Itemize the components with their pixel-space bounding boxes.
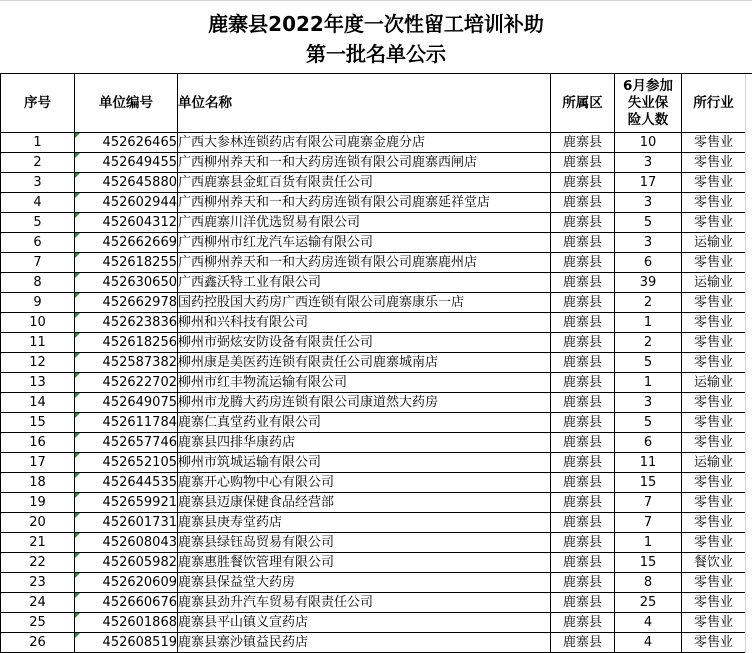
- cell-insured-count[interactable]: 11: [615, 453, 682, 473]
- cell-district[interactable]: 鹿寨县: [551, 353, 615, 373]
- table-row: [1, 393, 746, 413]
- cell-seq[interactable]: 20: [1, 513, 75, 533]
- cell-district[interactable]: 鹿寨县: [551, 313, 615, 333]
- table-row: [1, 273, 746, 293]
- cell-unit-name[interactable]: 国药控股国大药房广西连锁有限公司鹿寨康乐一店: [178, 293, 551, 313]
- cell-insured-count[interactable]: 25: [615, 593, 682, 613]
- cell-industry[interactable]: 零售业: [682, 293, 746, 313]
- cell-insured-count[interactable]: 2: [615, 293, 682, 313]
- cell-district[interactable]: 鹿寨县: [551, 333, 615, 353]
- cell-industry[interactable]: 零售业: [682, 133, 746, 153]
- cell-district[interactable]: 鹿寨县: [551, 133, 615, 153]
- cell-insured-count[interactable]: 7: [615, 513, 682, 533]
- cell-unit-name[interactable]: 广西鑫沃特工业有限公司: [178, 273, 551, 293]
- cell-seq[interactable]: 1: [1, 133, 75, 153]
- cell-industry[interactable]: 运输业: [682, 373, 746, 393]
- sheet-edge: [745, 74, 754, 653]
- cell-industry[interactable]: 零售业: [682, 193, 746, 213]
- cell-seq[interactable]: 19: [1, 493, 75, 513]
- cell-industry[interactable]: 零售业: [682, 593, 746, 613]
- table-row: [1, 213, 746, 233]
- cell-seq[interactable]: 10: [1, 313, 75, 333]
- cell-unit-code[interactable]: 452644535: [75, 473, 178, 493]
- cell-insured-count[interactable]: 8: [615, 573, 682, 593]
- cell-unit-code[interactable]: 452630650: [75, 273, 178, 293]
- cell-insured-count[interactable]: 3: [615, 393, 682, 413]
- cell-industry[interactable]: 零售业: [682, 153, 746, 173]
- table-row: [1, 233, 746, 253]
- cell-insured-count[interactable]: 5: [615, 353, 682, 373]
- cell-seq[interactable]: 9: [1, 293, 75, 313]
- cell-industry[interactable]: 零售业: [682, 633, 746, 653]
- cell-insured-count[interactable]: 1: [615, 373, 682, 393]
- cell-seq[interactable]: 23: [1, 573, 75, 593]
- table-row: [1, 173, 746, 193]
- cell-industry[interactable]: 零售业: [682, 493, 746, 513]
- cell-unit-name[interactable]: 柳州市弼炫安防设备有限责任公司: [178, 333, 551, 353]
- cell-seq[interactable]: 8: [1, 273, 75, 293]
- cell-district[interactable]: 鹿寨县: [551, 553, 615, 573]
- cell-unit-code[interactable]: 452649075: [75, 393, 178, 413]
- cell-industry[interactable]: 零售业: [682, 353, 746, 373]
- cell-insured-count[interactable]: 15: [615, 473, 682, 493]
- cell-unit-code[interactable]: 452608043: [75, 533, 178, 553]
- cell-industry[interactable]: 零售业: [682, 533, 746, 553]
- cell-district[interactable]: 鹿寨县: [551, 453, 615, 473]
- cell-unit-name[interactable]: 鹿寨县平山镇义宣药店: [178, 613, 551, 633]
- table-body: [1, 133, 746, 653]
- cell-unit-code[interactable]: 452587382: [75, 353, 178, 373]
- cell-unit-name[interactable]: 鹿寨县迈康保健食品经营部: [178, 493, 551, 513]
- cell-industry[interactable]: 零售业: [682, 213, 746, 233]
- cell-unit-code[interactable]: 452649455: [75, 153, 178, 173]
- cell-unit-name[interactable]: 广西柳州养天和一和大药房连锁有限公司鹿寨延祥堂店: [178, 193, 551, 213]
- cell-industry[interactable]: 零售业: [682, 473, 746, 493]
- cell-industry[interactable]: 运输业: [682, 453, 746, 473]
- cell-district[interactable]: 鹿寨县: [551, 173, 615, 193]
- cell-district[interactable]: 鹿寨县: [551, 193, 615, 213]
- cell-insured-count[interactable]: 3: [615, 193, 682, 213]
- cell-district[interactable]: 鹿寨县: [551, 493, 615, 513]
- cell-unit-code[interactable]: 452608519: [75, 633, 178, 653]
- cell-unit-code[interactable]: 452659921: [75, 493, 178, 513]
- cell-unit-name[interactable]: 柳州市筑城运输有限公司: [178, 453, 551, 473]
- cell-insured-count[interactable]: 10: [615, 133, 682, 153]
- cell-industry[interactable]: 零售业: [682, 333, 746, 353]
- table-row: [1, 493, 746, 513]
- table-row: [1, 553, 746, 573]
- cell-district[interactable]: 鹿寨县: [551, 573, 615, 593]
- cell-district[interactable]: 鹿寨县: [551, 273, 615, 293]
- cell-insured-count[interactable]: 5: [615, 413, 682, 433]
- table-header-row: [1, 74, 746, 133]
- table-row: [1, 613, 746, 633]
- table-row: [1, 633, 746, 653]
- cell-seq[interactable]: 24: [1, 593, 75, 613]
- cell-unit-code[interactable]: 452604312: [75, 213, 178, 233]
- cell-seq[interactable]: 5: [1, 213, 75, 233]
- cell-seq[interactable]: 7: [1, 253, 75, 273]
- cell-unit-code[interactable]: 452662978: [75, 293, 178, 313]
- cell-seq[interactable]: 12: [1, 353, 75, 373]
- cell-unit-code[interactable]: 452618256: [75, 333, 178, 353]
- table-row: [1, 413, 746, 433]
- cell-unit-code[interactable]: 452645880: [75, 173, 178, 193]
- cell-unit-code[interactable]: 452601868: [75, 613, 178, 633]
- cell-insured-count[interactable]: 4: [615, 613, 682, 633]
- cell-unit-code[interactable]: 452626465: [75, 133, 178, 153]
- cell-seq[interactable]: 26: [1, 633, 75, 653]
- cell-insured-count[interactable]: 6: [615, 433, 682, 453]
- cell-district[interactable]: 鹿寨县: [551, 393, 615, 413]
- table-row: [1, 293, 746, 313]
- cell-seq[interactable]: 22: [1, 553, 75, 573]
- cell-industry[interactable]: 零售业: [682, 173, 746, 193]
- header-name[interactable]: 单位名称: [178, 74, 551, 133]
- table-row: [1, 453, 746, 473]
- cell-seq[interactable]: 16: [1, 433, 75, 453]
- cell-industry[interactable]: 零售业: [682, 393, 746, 413]
- cell-unit-name[interactable]: 广西鹿寨川洋优选贸易有限公司: [178, 213, 551, 233]
- table-row: [1, 133, 746, 153]
- cell-unit-code[interactable]: 452623836: [75, 313, 178, 333]
- cell-unit-code[interactable]: 452660676: [75, 593, 178, 613]
- cell-unit-name[interactable]: 广西柳州市红龙汽车运输有限公司: [178, 233, 551, 253]
- cell-district[interactable]: 鹿寨县: [551, 473, 615, 493]
- table-row: [1, 313, 746, 333]
- cell-insured-count[interactable]: 39: [615, 273, 682, 293]
- cell-unit-name[interactable]: 鹿寨惠胜餐饮管理有限公司: [178, 553, 551, 573]
- cell-seq[interactable]: 4: [1, 193, 75, 213]
- cell-seq[interactable]: 6: [1, 233, 75, 253]
- table-row: [1, 593, 746, 613]
- page-title: 鹿寨县2022年度一次性留工培训补助: [208, 12, 544, 36]
- cell-district[interactable]: 鹿寨县: [551, 533, 615, 553]
- cell-insured-count[interactable]: 17: [615, 173, 682, 193]
- table-row: [1, 533, 746, 553]
- cell-seq[interactable]: 18: [1, 473, 75, 493]
- page-subtitle: 第一批名单公示: [306, 42, 446, 66]
- cell-unit-name[interactable]: 鹿寨县绿钰岛贸易有限公司: [178, 533, 551, 553]
- cell-unit-code[interactable]: 452611784: [75, 413, 178, 433]
- table-row: [1, 513, 746, 533]
- cell-unit-name[interactable]: 鹿寨县劲升汽车贸易有限责任公司: [178, 593, 551, 613]
- cell-unit-name[interactable]: 鹿寨开心购物中心有限公司: [178, 473, 551, 493]
- cell-insured-count[interactable]: 2: [615, 333, 682, 353]
- table-row: [1, 433, 746, 453]
- cell-unit-name[interactable]: 鹿寨仁真堂药业有限公司: [178, 413, 551, 433]
- cell-insured-count[interactable]: 4: [615, 633, 682, 653]
- cell-district[interactable]: 鹿寨县: [551, 433, 615, 453]
- cell-unit-code[interactable]: 452601731: [75, 513, 178, 533]
- cell-seq[interactable]: 14: [1, 393, 75, 413]
- cell-district[interactable]: 鹿寨县: [551, 213, 615, 233]
- header-insured[interactable]: [615, 74, 682, 133]
- cell-insured-count[interactable]: 6: [615, 253, 682, 273]
- cell-industry[interactable]: 零售业: [682, 413, 746, 433]
- cell-district[interactable]: 鹿寨县: [551, 293, 615, 313]
- cell-insured-count[interactable]: 15: [615, 553, 682, 573]
- header-industry[interactable]: 所行业: [682, 74, 746, 133]
- cell-district[interactable]: 鹿寨县: [551, 233, 615, 253]
- cell-unit-name[interactable]: 广西大参林连锁药店有限公司鹿寨金鹿分店: [178, 133, 551, 153]
- cell-unit-code[interactable]: 452657746: [75, 433, 178, 453]
- cell-unit-name[interactable]: 广西柳州养天和一和大药房连锁有限公司鹿寨西闸店: [178, 153, 551, 173]
- cell-industry[interactable]: 餐饮业: [682, 553, 746, 573]
- cell-seq[interactable]: 3: [1, 173, 75, 193]
- cell-seq[interactable]: 15: [1, 413, 75, 433]
- cell-seq[interactable]: 21: [1, 533, 75, 553]
- cell-unit-name[interactable]: 柳州和兴科技有限公司: [178, 313, 551, 333]
- cell-unit-name[interactable]: 鹿寨县保益堂大药房: [178, 573, 551, 593]
- cell-unit-name[interactable]: 柳州市龙腾大药房连锁有限公司康道然大药房: [178, 393, 551, 413]
- table-row: [1, 573, 746, 593]
- cell-unit-code[interactable]: 452602944: [75, 193, 178, 213]
- header-seq[interactable]: 序号: [1, 74, 75, 133]
- cell-district[interactable]: 鹿寨县: [551, 373, 615, 393]
- cell-unit-name[interactable]: 鹿寨县四排华康药店: [178, 433, 551, 453]
- table-row: [1, 333, 746, 353]
- cell-unit-code[interactable]: 452652105: [75, 453, 178, 473]
- cell-industry[interactable]: 零售业: [682, 313, 746, 333]
- cell-insured-count[interactable]: 3: [615, 233, 682, 253]
- cell-unit-code[interactable]: 452662669: [75, 233, 178, 253]
- table-row: [1, 193, 746, 213]
- cell-industry[interactable]: 零售业: [682, 573, 746, 593]
- header-code[interactable]: 单位编号: [75, 74, 178, 133]
- table-row: [1, 253, 746, 273]
- cell-insured-count[interactable]: 5: [615, 213, 682, 233]
- cell-insured-count[interactable]: 1: [615, 313, 682, 333]
- cell-unit-name[interactable]: 柳州康是美医药连锁有限责任公司鹿寨城南店: [178, 353, 551, 373]
- cell-unit-name[interactable]: 鹿寨县寨沙镇益民药店: [178, 633, 551, 653]
- cell-industry[interactable]: 零售业: [682, 433, 746, 453]
- cell-unit-name[interactable]: 广西柳州养天和一和大药房连锁有限公司鹿寨鹿州店: [178, 253, 551, 273]
- header-insured-line3: 险人数: [627, 111, 669, 128]
- table-row: [1, 153, 746, 173]
- cell-unit-code[interactable]: 452618255: [75, 253, 178, 273]
- cell-seq[interactable]: 13: [1, 373, 75, 393]
- title-block: [0, 0, 752, 74]
- cell-district[interactable]: 鹿寨县: [551, 633, 615, 653]
- cell-industry[interactable]: 运输业: [682, 273, 746, 293]
- cell-seq[interactable]: 17: [1, 453, 75, 473]
- cell-district[interactable]: 鹿寨县: [551, 513, 615, 533]
- cell-industry[interactable]: 零售业: [682, 513, 746, 533]
- cell-seq[interactable]: 25: [1, 613, 75, 633]
- table-row: [1, 473, 746, 493]
- cell-district[interactable]: 鹿寨县: [551, 153, 615, 173]
- cell-insured-count[interactable]: 7: [615, 493, 682, 513]
- cell-district[interactable]: 鹿寨县: [551, 613, 615, 633]
- subsidy-table: [0, 73, 746, 653]
- cell-unit-code[interactable]: 452620609: [75, 573, 178, 593]
- cell-district[interactable]: 鹿寨县: [551, 253, 615, 273]
- cell-industry[interactable]: 零售业: [682, 613, 746, 633]
- table-row: [1, 373, 746, 393]
- cell-unit-name[interactable]: 鹿寨县庚寿堂药店: [178, 513, 551, 533]
- cell-seq[interactable]: 11: [1, 333, 75, 353]
- cell-district[interactable]: 鹿寨县: [551, 413, 615, 433]
- header-insured-line1: 6月参加: [623, 77, 673, 94]
- cell-district[interactable]: 鹿寨县: [551, 593, 615, 613]
- cell-insured-count[interactable]: 1: [615, 533, 682, 553]
- cell-unit-code[interactable]: 452605982: [75, 553, 178, 573]
- table-row: [1, 353, 746, 373]
- header-district[interactable]: 所属区: [551, 74, 615, 133]
- cell-insured-count[interactable]: 3: [615, 153, 682, 173]
- cell-industry[interactable]: 零售业: [682, 253, 746, 273]
- cell-industry[interactable]: 运输业: [682, 233, 746, 253]
- cell-seq[interactable]: 2: [1, 153, 75, 173]
- cell-unit-name[interactable]: 广西鹿寨县金虹百货有限责任公司: [178, 173, 551, 193]
- header-insured-line2: 失业保: [627, 94, 669, 111]
- cell-unit-code[interactable]: 452622702: [75, 373, 178, 393]
- cell-unit-name[interactable]: 柳州市红丰物流运输有限公司: [178, 373, 551, 393]
